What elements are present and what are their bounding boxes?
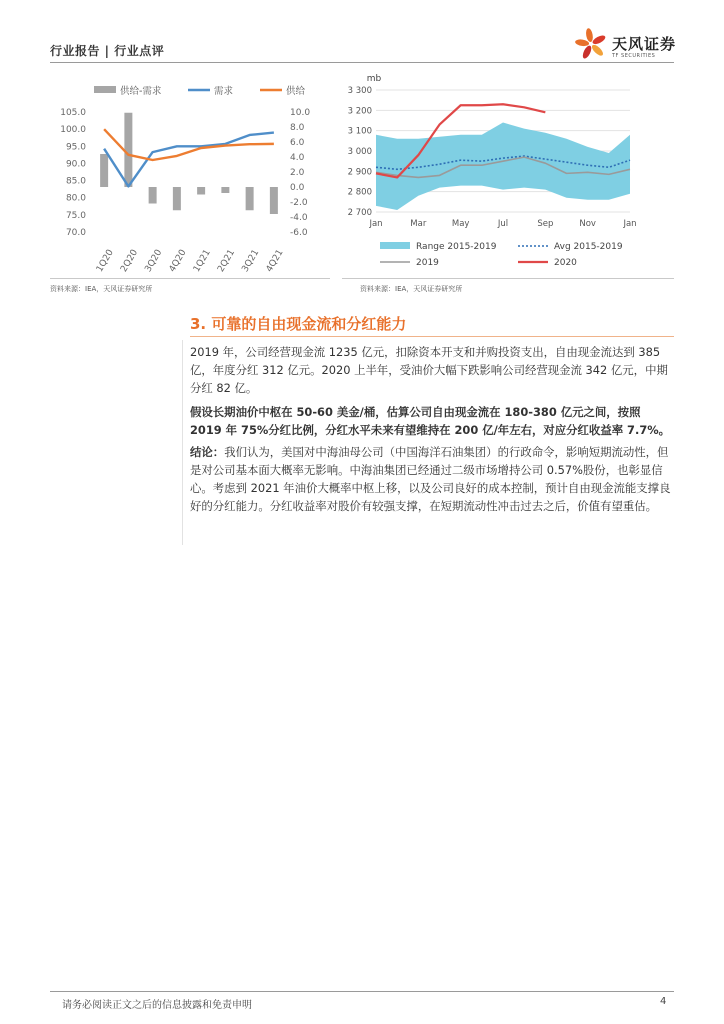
paragraph-conclusion [190, 443, 674, 515]
legend-label: 需求 [214, 86, 234, 97]
left-y-tick-label: 105.0 [60, 108, 86, 118]
legend-label: Range 2015-2019 [416, 242, 497, 252]
right-y-tick-label: 2.0 [290, 168, 305, 178]
x-tick-label: Nov [579, 219, 596, 229]
company-logo-english: TF SECURITIES [612, 53, 656, 59]
chart-left-source: 资料来源：IEA，天风证券研究所 [50, 285, 153, 293]
y-tick-label: 2 700 [347, 208, 372, 218]
right-y-tick-label: 0.0 [290, 183, 305, 193]
x-tick-label: 1Q20 [94, 247, 116, 275]
company-logo-text: 天风证券 [612, 35, 677, 53]
legend-label: Avg 2015-2019 [554, 242, 623, 252]
right-y-tick-label: 6.0 [290, 138, 305, 148]
supply-demand-gap-bar [124, 113, 132, 187]
y-axis-unit-label: mb [366, 74, 382, 84]
page-number: 4 [660, 996, 667, 1007]
chart-left-divider [50, 278, 330, 279]
section-divider [190, 336, 674, 337]
x-tick-label: 4Q21 [264, 247, 286, 275]
right-y-tick-label: 10.0 [290, 108, 311, 118]
conclusion-text: 我们认为，美国对中海油母公司（中国海洋石油集团）的行政命令，影响短期流动性，但是对公司基本面大概率无影响。中海油集团已经通过二级市场增持公司 0.57%股份，也彰显信心。考虑到 2021 年油价大概率中枢上移，以及公司良好的成本控制，预计自由现金流能支撑良好的分红能力。分红收益率对股价有较强支撑，在短期流动性冲击过去之后，价值有望重估。 [190, 445, 671, 513]
y-tick-label: 2 800 [347, 187, 372, 198]
supply-demand-chart [48, 70, 330, 275]
report-category: 行业报告 | 行业点评 [50, 44, 165, 58]
section-title: 3. 可靠的自由现金流和分红能力 [190, 315, 407, 333]
left-y-tick-label: 90.0 [65, 159, 86, 170]
chart-right-source: 资料来源：IEA，天风证券研究所 [360, 285, 463, 293]
right-y-tick-label: 8.0 [290, 123, 305, 133]
supply-demand-gap-bar [100, 154, 108, 187]
x-tick-label: 3Q20 [143, 247, 165, 275]
right-y-tick-label: 4.0 [290, 153, 305, 163]
left-y-tick-label: 85.0 [65, 176, 86, 187]
x-tick-label: May [451, 219, 470, 229]
legend-swatch-gap [94, 86, 116, 93]
x-tick-label: Jul [497, 219, 509, 229]
company-logo-icon [572, 26, 610, 62]
left-y-tick-label: 70.0 [65, 228, 86, 238]
right-y-tick-label: -6.0 [290, 228, 308, 238]
x-tick-label: Jan [623, 219, 637, 229]
x-tick-label: 2Q20 [119, 247, 141, 275]
supply-demand-gap-bar [173, 187, 181, 210]
left-y-tick-label: 75.0 [65, 210, 86, 221]
supply-demand-gap-bar [149, 187, 157, 204]
y-tick-label: 3 300 [347, 86, 372, 96]
legend-swatch-range [380, 242, 410, 249]
paragraph-cashflow: 2019 年，公司经营现金流 1235 亿元，扣除资本开支和并购投资支出，自由现金流达到 385 亿，年度分红 312 亿元。2020 上半年，受油价大幅下跌影响公司经营现金流 342 亿元，中期分红 82 亿。 [190, 345, 668, 395]
legend-label: 供给-需求 [120, 86, 162, 97]
left-y-tick-label: 95.0 [65, 142, 86, 153]
left-y-tick-label: 80.0 [65, 193, 86, 204]
x-tick-label: Jan [369, 219, 383, 229]
supply-demand-gap-bar [221, 187, 229, 193]
x-tick-label: 1Q21 [191, 247, 213, 275]
paragraph-assumption: 假设长期油价中枢在 50-60 美金/桶，估算公司自由现金流在 180-380 亿元之间，按照 2019 年 75%分红比例，分红水平未来有望维持在 200 亿/年左右，对应分红收益率 7.7%。 [190, 405, 671, 437]
legend-label: 供给 [286, 86, 306, 97]
left-y-tick-label: 100.0 [60, 125, 86, 136]
supply-demand-gap-bar [246, 187, 254, 210]
right-y-tick-label: -2.0 [290, 198, 308, 208]
supply-demand-gap-bar [197, 187, 205, 195]
sidebar-divider [182, 340, 183, 545]
y-tick-label: 3 100 [347, 126, 372, 137]
x-tick-label: 3Q21 [240, 247, 262, 275]
x-tick-label: Mar [410, 219, 427, 229]
x-tick-label: Sep [537, 219, 554, 229]
inventory-chart [340, 68, 674, 275]
footer-disclaimer: 请务必阅读正文之后的信息披露和免责申明 [62, 1000, 252, 1011]
legend-label: 2019 [416, 258, 439, 268]
x-tick-label: 4Q20 [167, 247, 189, 275]
conclusion-label: 结论： [190, 445, 225, 459]
legend-label: 2020 [554, 258, 577, 268]
header-divider [50, 62, 674, 63]
y-tick-label: 3 000 [347, 147, 372, 157]
chart-right-divider [342, 278, 674, 279]
footer-divider [50, 991, 674, 992]
y-tick-label: 2 900 [347, 167, 372, 178]
right-y-tick-label: -4.0 [290, 213, 308, 223]
y-tick-label: 3 200 [347, 106, 372, 117]
supply-demand-gap-bar [270, 187, 278, 214]
x-tick-label: 2Q21 [216, 247, 238, 275]
